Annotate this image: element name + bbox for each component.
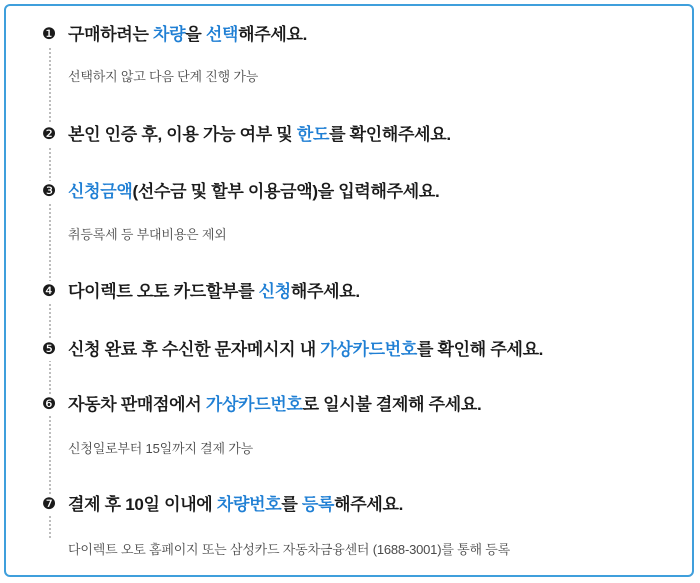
step-title-text: 을	[185, 25, 206, 44]
step-title	[68, 394, 481, 416]
step-title-highlight: 신청	[258, 282, 291, 301]
step-title	[68, 124, 451, 146]
step-title-highlight: 신청금액	[68, 182, 133, 201]
step-number-badge: ❶	[36, 24, 62, 46]
step-title-highlight: 한도	[296, 125, 330, 144]
step-number-badge: ❹	[36, 281, 62, 303]
step-number-badge: ❷	[36, 124, 62, 146]
step-title-text: 를 확인해주세요.	[329, 125, 451, 144]
step-title	[68, 24, 307, 46]
step-title	[68, 339, 543, 361]
step-subtext: 선택하지 않고 다음 단계 진행 가능	[68, 69, 259, 84]
step-subtext: 신청일로부터 15일까지 결제 가능	[68, 441, 253, 456]
step-number-badge: ❸	[36, 181, 62, 203]
step-title-text: 해주세요.	[334, 495, 404, 514]
step-title	[68, 494, 403, 516]
step-title	[68, 181, 439, 203]
step-number-badge: ❻	[36, 394, 62, 416]
step-title-text: 결제 후 10일 이내에	[68, 495, 217, 514]
step-subtext: 다이렉트 오토 홈페이지 또는 삼성카드 자동차금융센터 (1688-3001)를 통해 등록	[68, 542, 510, 557]
step-title-text: 를	[281, 495, 302, 514]
step-title-text: 본인 인증 후, 이용 가능 여부 및	[68, 125, 297, 144]
step-title-text: (선수금 및 할부 이용금액)을 입력해주세요.	[132, 182, 440, 201]
step-number-badge: ❼	[36, 494, 62, 516]
step-title-highlight: 등록	[301, 495, 335, 514]
step-title-text: 해주세요.	[238, 25, 308, 44]
step-title	[68, 281, 360, 303]
step-title-text: 해주세요.	[290, 282, 360, 301]
step-title-highlight: 선택	[205, 25, 239, 44]
step-number-badge: ❺	[36, 339, 62, 361]
step-title-text: 로 일시불 결제해 주세요.	[302, 395, 482, 414]
step-title-highlight: 차량번호	[216, 495, 282, 514]
step-title-text: 를 확인해 주세요.	[416, 340, 544, 359]
step-title-highlight: 가상카드번호	[205, 395, 303, 414]
step-subtext: 취등록세 등 부대비용은 제외	[68, 227, 227, 242]
step-title-highlight: 가상카드번호	[320, 340, 417, 359]
step-title-text: 구매하려는	[68, 25, 154, 44]
step-title-text: 다이렉트 오토 카드할부를	[68, 282, 259, 301]
step-title-text: 자동차 판매점에서	[68, 395, 206, 414]
steps-card	[4, 4, 694, 577]
step-title-highlight: 차량	[153, 25, 186, 44]
step-title-text: 신청 완료 후 수신한 문자메시지 내	[68, 340, 321, 359]
